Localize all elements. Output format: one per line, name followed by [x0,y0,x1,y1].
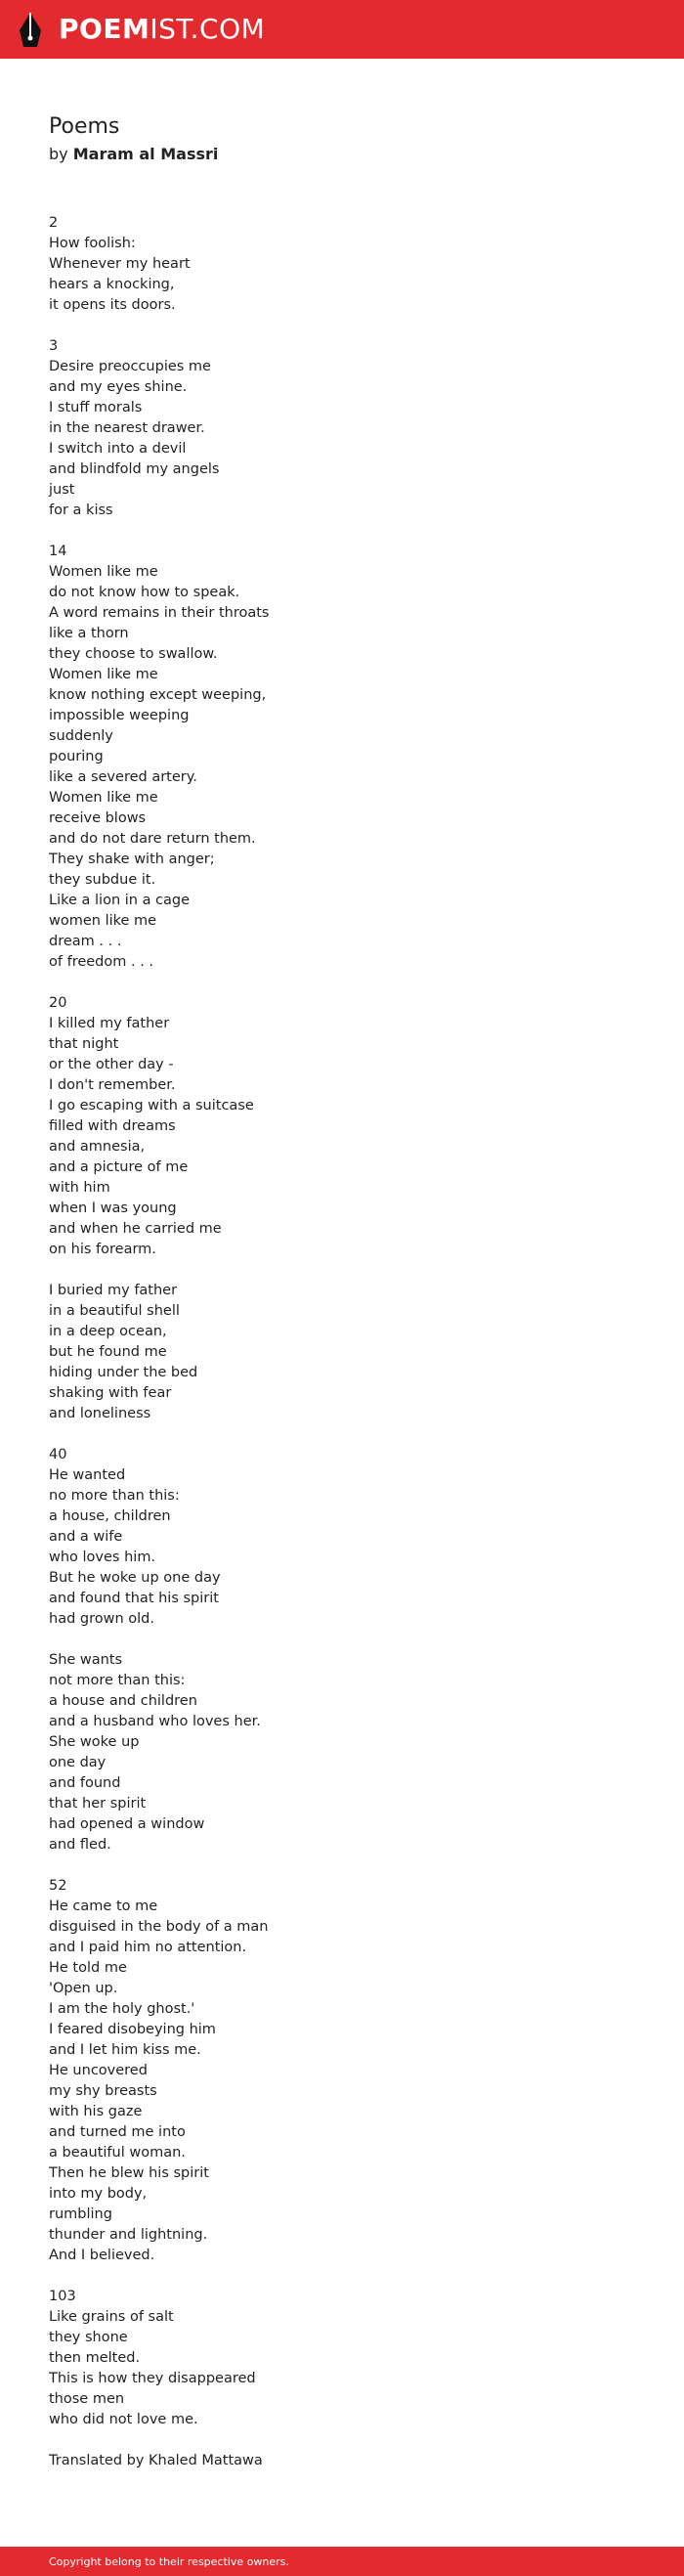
poem-line: Like a lion in a cage [49,893,191,908]
poem-line: like a thorn [49,626,129,641]
poem-line: they subdue it. [49,872,156,888]
poem-line: had grown old. [49,1611,154,1627]
poem-line: no more than this: [49,1488,180,1504]
author-name: Maram al Massri [72,145,219,163]
poem-line: my shy breasts [49,2083,157,2099]
poem-line: when I was young [49,1201,177,1216]
poem-line: He came to me [49,1899,158,1914]
poem-line: I feared disobeying him [49,2022,216,2037]
byline-prefix: by [49,145,68,163]
poem-line: Whenever my heart [49,256,191,272]
poem-line: not more than this: [49,1673,186,1688]
poem-line: 'Open up. [49,1981,118,1996]
poem-line: and blindfold my angels [49,461,220,477]
poem-line [49,973,635,993]
poem-line: or the other day - [49,1057,174,1072]
poem-line: a house and children [49,1693,197,1709]
poem-line: that her spirit [49,1796,147,1812]
poem-line: into my body, [49,2186,148,2202]
poem-line [49,1630,635,1650]
poem-line: 103 [49,2289,76,2304]
poem-line: Then he blew his spirit [49,2165,209,2181]
poem-line: who did not love me. [49,2412,198,2427]
poem-line [49,1856,635,1876]
poem-line: and I paid him no attention. [49,1940,247,1955]
poem-line: just [49,482,75,498]
poem-line: This is how they disappeared [49,2371,256,2386]
poem-line: like a severed artery. [49,769,197,785]
poem-line: and a wife [49,1529,123,1545]
pen-nib-icon[interactable] [17,11,44,50]
poem-line: Women like me [49,667,158,682]
poem-line: but he found me [49,1344,167,1360]
poem-line: and my eyes shine. [49,379,188,395]
poem-line: He told me [49,1960,127,1976]
poem-body [49,213,635,2471]
poem-line: How foolish: [49,236,136,251]
poem-line: They shake with anger; [49,851,215,867]
poem-line: And I believed. [49,2248,155,2263]
poem-line: 52 [49,1878,67,1894]
poem-line: in a beautiful shell [49,1303,180,1319]
poem-line: 20 [49,995,67,1011]
poem-line: and I let him kiss me. [49,2042,201,2058]
poem-line: they choose to swallow. [49,646,218,662]
poem-line: pouring [49,749,104,764]
poem-line: that night [49,1036,119,1052]
poem-line: rumbling [49,2206,112,2222]
poem-line: 2 [49,215,59,231]
poem-line: a beautiful woman. [49,2145,186,2161]
byline [49,144,218,165]
poem-line: they shone [49,2330,128,2345]
poem-line: and turned me into [49,2124,186,2140]
poem-line: I stuff morals [49,400,143,415]
poem-line: 3 [49,338,59,354]
poem-line: and found that his spirit [49,1591,219,1606]
logo-light-text: IST.COM [150,13,266,45]
poem-line [49,1260,635,1281]
poem-line: for a kiss [49,502,113,518]
poem-line: it opens its doors. [49,297,176,313]
poem-line: then melted. [49,2350,141,2366]
poem-line: a house, children [49,1508,171,1524]
poem-line: He uncovered [49,2063,148,2078]
poem-line: Like grains of salt [49,2309,174,2325]
poem-line: disguised in the body of a man [49,1919,269,1935]
poem-line: and a picture of me [49,1159,189,1175]
copyright-text: Copyright belong to their respective owners. [49,2555,289,2568]
poem-line [49,521,635,542]
poem-line: 14 [49,544,67,559]
poem-line: those men [49,2391,125,2407]
poem-line: 40 [49,1447,67,1463]
poem-line: But he woke up one day [49,1570,221,1586]
poem-line [49,1424,635,1445]
poem-line: and found [49,1775,121,1791]
poem-line: one day [49,1755,107,1770]
poem-line [49,2430,635,2451]
poem-line: impossible weeping [49,708,190,723]
poem-line: She wants [49,1652,123,1668]
poem-line: I go escaping with a suitcase [49,1098,254,1113]
poem-line: and do not dare return them. [49,831,256,847]
poem-line: He wanted [49,1467,126,1483]
poem-line: suddenly [49,728,113,744]
poem-line: on his forearm. [49,1242,156,1257]
poem-line: shaking with fear [49,1385,172,1401]
poem-line: receive blows [49,810,147,826]
poem-line: and fled. [49,1837,111,1853]
poem-line: and amnesia, [49,1139,146,1155]
poem-line: Women like me [49,564,158,580]
poem-line: I am the holy ghost.' [49,2001,195,2017]
poem-line: She woke up [49,1734,140,1750]
poem-line: Desire preoccupies me [49,359,211,374]
poem-line: of freedom . . . [49,954,154,970]
poem-title: Poems [49,114,120,139]
poem-line: Women like me [49,790,158,806]
poem-line: in a deep ocean, [49,1324,167,1339]
poem-line: with him [49,1180,110,1196]
site-logo[interactable] [59,13,265,46]
poem-line: do not know how to speak. [49,585,240,600]
poem-line: in the nearest drawer. [49,420,205,436]
poem-line: filled with dreams [49,1118,176,1134]
poem-line: and when he carried me [49,1221,222,1237]
poem-line: hears a knocking, [49,277,175,292]
poem-line: I switch into a devil [49,441,187,457]
poem-line: dream . . . [49,934,122,949]
poem-line: I buried my father [49,1283,178,1298]
poem-line: had opened a window [49,1816,205,1832]
poem-line: thunder and lightning. [49,2227,208,2243]
site-footer [0,2547,684,2576]
poem-line: women like me [49,913,157,929]
logo-bold-text: POEM [59,13,150,45]
poem-line: hiding under the bed [49,1365,198,1380]
poem-line [49,2266,635,2287]
poem-line: and a husband who loves her. [49,1714,261,1729]
poem-line: Translated by Khaled Mattawa [49,2453,263,2468]
poem-line: I don't remember. [49,1077,176,1093]
poem-line: and loneliness [49,1406,151,1421]
poem-line: with his gaze [49,2104,143,2119]
site-header [0,0,684,59]
poem-line: who loves him. [49,1550,156,1565]
poem-line [49,316,635,336]
poem-line: A word remains in their throats [49,605,270,621]
poem-line: know nothing except weeping, [49,687,267,703]
poem-line: I killed my father [49,1016,170,1031]
